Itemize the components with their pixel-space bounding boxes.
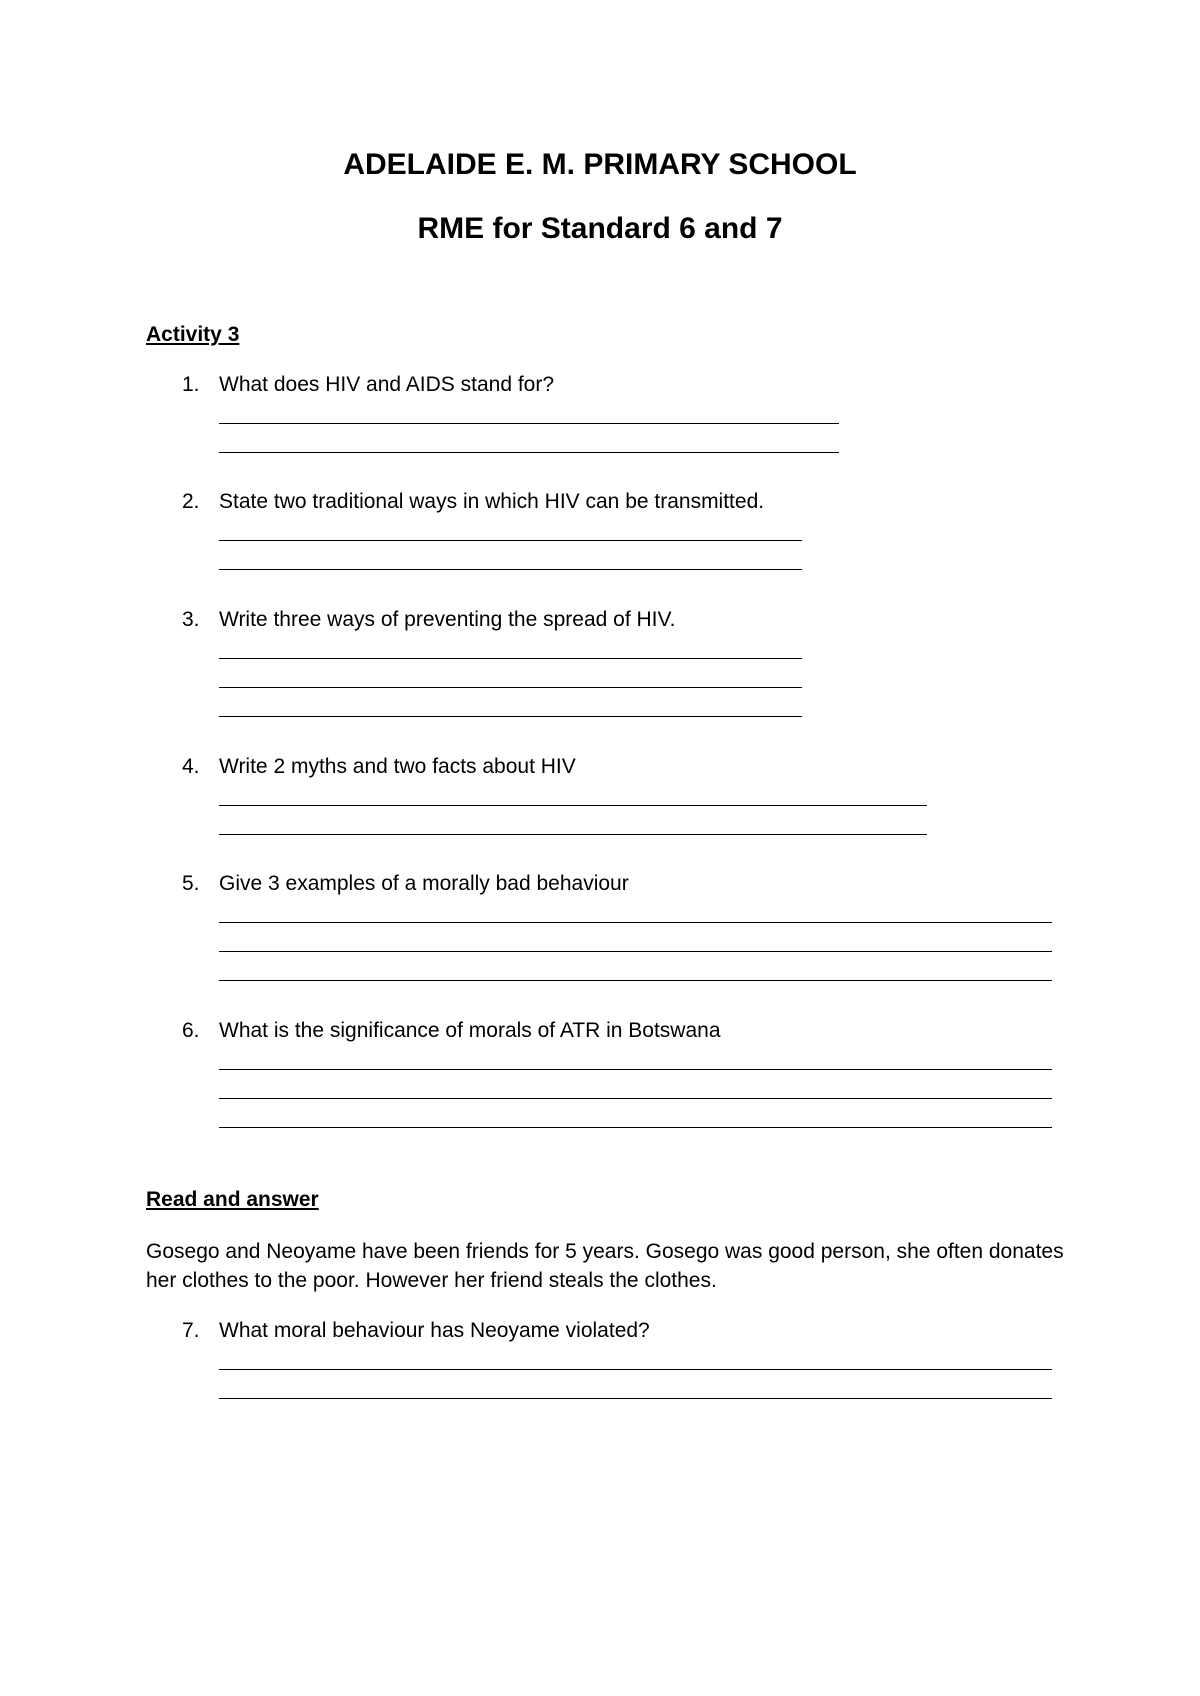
question-text: State two traditional ways in which HIV can be transmitted.: [219, 490, 765, 513]
answer-line[interactable]: [219, 716, 802, 717]
answer-line[interactable]: [219, 1069, 1052, 1070]
question-text: What does HIV and AIDS stand for?: [219, 373, 555, 396]
question-number: 3.: [182, 608, 200, 631]
question-text: Give 3 examples of a morally bad behaviour: [219, 872, 629, 895]
answer-line[interactable]: [219, 805, 927, 806]
question-text: What is the significance of morals of ATR in Botswana: [219, 1019, 721, 1042]
question-number: 6.: [182, 1019, 200, 1042]
read-and-answer-heading: Read and answer: [146, 1188, 319, 1211]
subject-title: RME for Standard 6 and 7: [417, 212, 783, 245]
question-number: 4.: [182, 755, 200, 778]
answer-line[interactable]: [219, 1127, 1052, 1128]
answer-line[interactable]: [219, 1398, 1052, 1399]
answer-line[interactable]: [219, 1369, 1052, 1370]
school-name: ADELAIDE E. M. PRIMARY SCHOOL: [343, 148, 857, 181]
answer-line[interactable]: [219, 423, 839, 424]
answer-line[interactable]: [219, 980, 1052, 981]
activity-heading: Activity 3: [146, 323, 240, 346]
question-number: 1.: [182, 373, 200, 396]
question-text: Write 2 myths and two facts about HIV: [219, 755, 576, 778]
question-number: 7.: [182, 1319, 200, 1342]
answer-line[interactable]: [219, 687, 802, 688]
question-number: 5.: [182, 872, 200, 895]
answer-line[interactable]: [219, 1098, 1052, 1099]
answer-line[interactable]: [219, 951, 1052, 952]
answer-line[interactable]: [219, 834, 927, 835]
reading-passage: Gosego and Neoyame have been friends for 5 years. Gosego was good person, she often donates her clothes to the poor. However her friend steals the clothes.: [146, 1240, 1064, 1292]
answer-line[interactable]: [219, 569, 802, 570]
answer-line[interactable]: [219, 452, 839, 453]
answer-line[interactable]: [219, 540, 802, 541]
question-number: 2.: [182, 490, 200, 513]
question-text: Write three ways of preventing the spread of HIV.: [219, 608, 676, 631]
question-text: What moral behaviour has Neoyame violated?: [219, 1319, 650, 1342]
answer-line[interactable]: [219, 922, 1052, 923]
answer-line[interactable]: [219, 658, 802, 659]
